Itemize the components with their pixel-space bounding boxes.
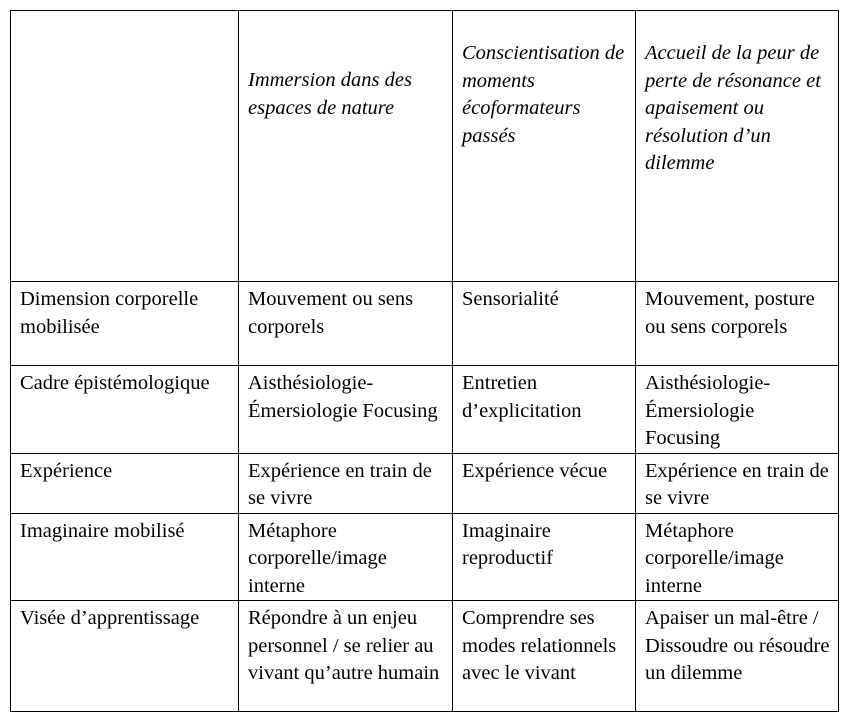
column-header-immersion: Immersion dans des espaces de nature: [239, 11, 453, 282]
row-label-cadre-epistemologique: Cadre épistémologique: [11, 366, 239, 454]
comparison-table: [10, 10, 839, 712]
table-cell: Sensorialité: [453, 282, 636, 366]
table-header-row: [11, 11, 839, 282]
table-cell: Imaginaire reproductif: [453, 513, 636, 601]
table-cell: Mouvement, posture ou sens corporels: [636, 282, 839, 366]
row-label-experience: Expérience: [11, 453, 239, 513]
row-label-imaginaire-mobilise: Imaginaire mobilisé: [11, 513, 239, 601]
table-row: [11, 366, 839, 454]
table-cell: Apaiser un mal-être / Dissoudre ou résoudre un dilemme: [636, 601, 839, 712]
table-cell: Aisthésiologie-Émersiologie Focusing: [636, 366, 839, 454]
table-cell: Entretien d’explicitation: [453, 366, 636, 454]
table-row: [11, 282, 839, 366]
header-corner-cell: [11, 11, 239, 282]
column-header-conscientisation: Conscientisation de moments écoformateurs passés: [453, 11, 636, 282]
column-header-accueil: Accueil de la peur de perte de résonance et apaisement ou résolution d’un dilemme: [636, 11, 839, 282]
table-cell: Métaphore corporelle/image interne: [239, 513, 453, 601]
table-cell: Mouvement ou sens corporels: [239, 282, 453, 366]
table-cell: Répondre à un enjeu personnel / se relier au vivant qu’autre humain: [239, 601, 453, 712]
table-row: [11, 453, 839, 513]
row-label-visee-apprentissage: Visée d’apprentissage: [11, 601, 239, 712]
table-cell: Expérience en train de se vivre: [636, 453, 839, 513]
table-row: [11, 513, 839, 601]
table-cell: Expérience vécue: [453, 453, 636, 513]
table-cell: Aisthésiologie-Émersiologie Focusing: [239, 366, 453, 454]
table-cell: Expérience en train de se vivre: [239, 453, 453, 513]
table-cell: Comprendre ses modes relationnels avec le vivant: [453, 601, 636, 712]
table-cell: Métaphore corporelle/image interne: [636, 513, 839, 601]
table-row: [11, 601, 839, 712]
row-label-dimension-corporelle: Dimension corporelle mobilisée: [11, 282, 239, 366]
